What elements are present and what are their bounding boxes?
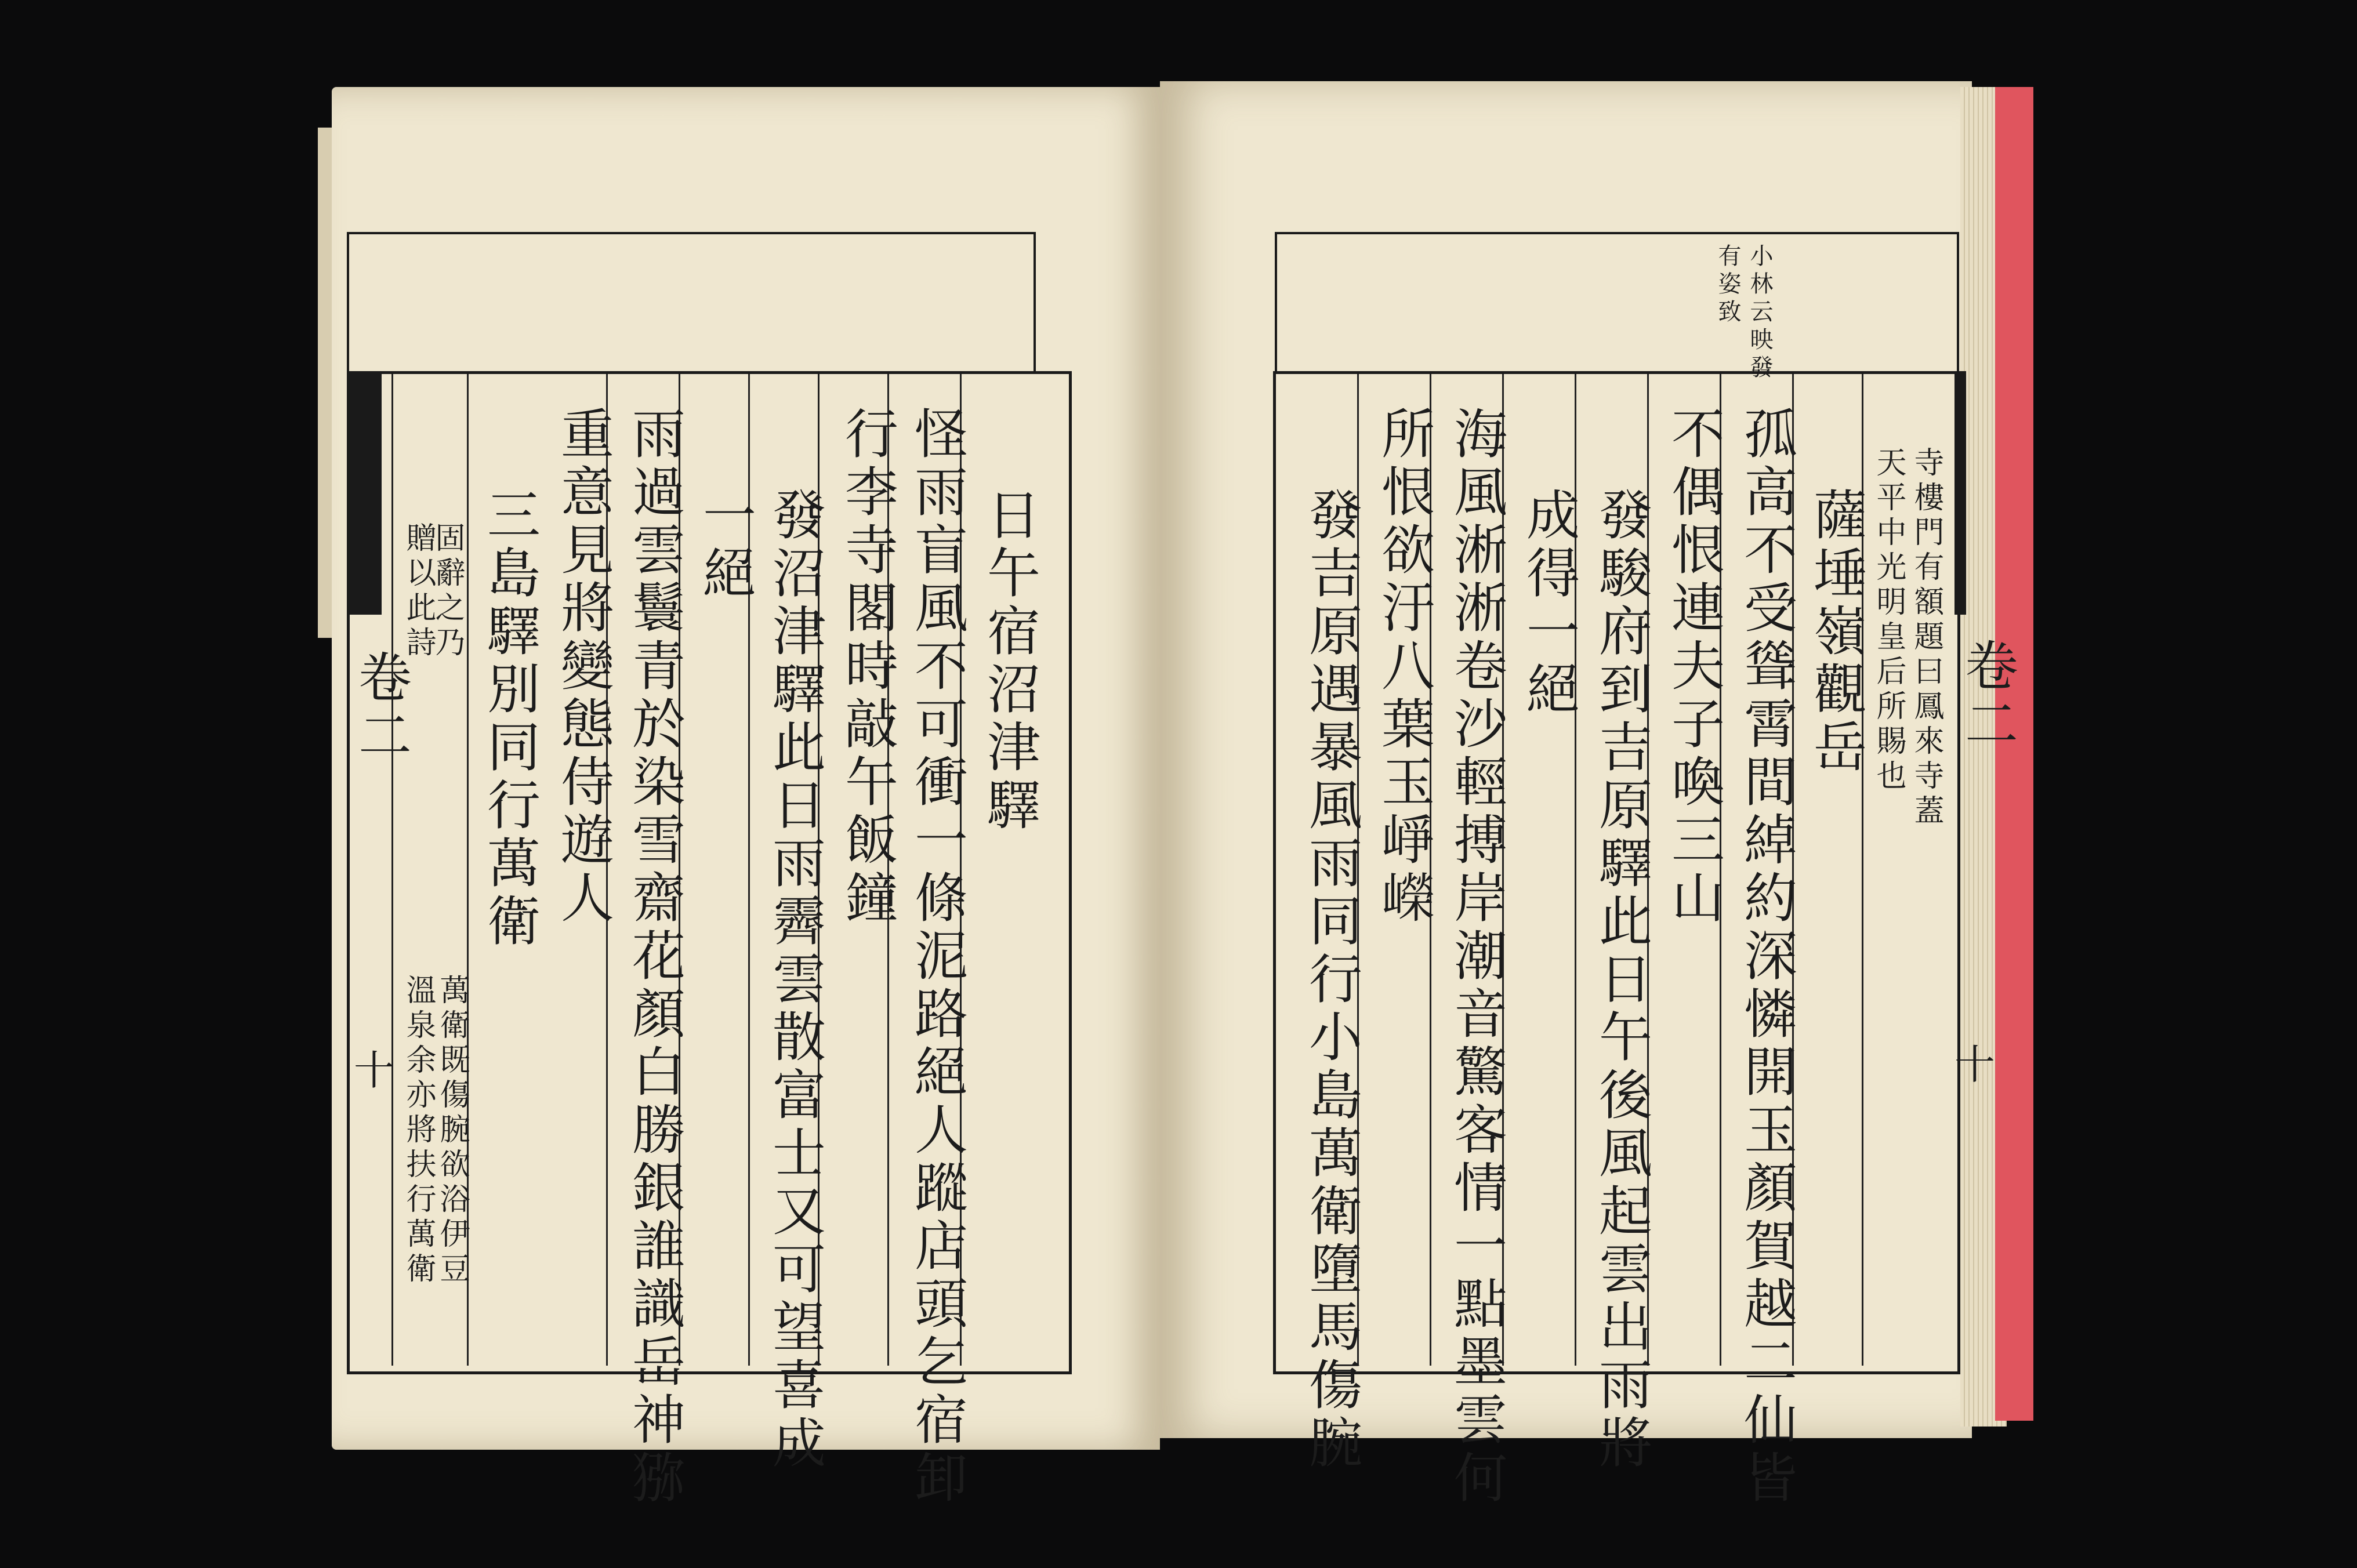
text-column: 怪雨盲風不可衝一條泥路絕人蹤店頭乞宿卸	[906, 406, 968, 1508]
annotation-column: 天平中光明皇后所賜也	[1871, 447, 1906, 794]
text-column: 發沼津驛此日雨霽雲散富士又可望喜成	[764, 487, 826, 1473]
text-column: 日午宿沼津驛	[978, 487, 1040, 835]
annotation-column: 寺樓門有額題曰鳳來寺蓋	[1909, 447, 1943, 829]
column-rule	[391, 374, 393, 1366]
text-column: 發駿府到吉原驛此日午後風起雲出雨將	[1590, 487, 1652, 1473]
head-note: 有姿致	[1714, 244, 1741, 327]
text-column: 薩埵嶺觀岳	[1805, 487, 1867, 777]
left-header-box	[347, 232, 1036, 373]
annotation-column: 溫泉余亦將扶行萬衛	[401, 974, 436, 1287]
text-column: 發吉原遇暴風雨同行小島萬衛墮馬傷腕	[1300, 487, 1362, 1473]
text-column: 重意見將變態侍遊人	[552, 406, 614, 928]
fishtail-mark	[347, 371, 382, 615]
text-column: 三島驛別同行萬衛	[478, 487, 541, 951]
page-number: 十	[1955, 1041, 1995, 1088]
text-column: 孤高不受聳霄間綽約深憐開玉顏賀越二仙皆	[1735, 406, 1797, 1508]
volume-label: 卷二	[350, 649, 412, 765]
text-column: 一絕	[694, 487, 756, 603]
fishtail-mark	[1955, 371, 1966, 615]
volume-label: 卷二	[1956, 638, 2018, 754]
red-cover-edge	[1995, 87, 2033, 1421]
annotation-column: 贈以此詩	[401, 522, 436, 661]
head-note: 小林云映發	[1746, 244, 1773, 383]
page-number: 十	[354, 1047, 394, 1094]
text-column: 所恨欲汙八葉玉崢嶸	[1373, 406, 1435, 928]
text-column: 海風淅淅卷沙輕搏岸潮音驚客情一點墨雲何	[1445, 406, 1507, 1508]
text-column: 行李寺閣時敲午飯鐘	[836, 406, 898, 928]
text-column: 不偶恨連夫子喚三山	[1663, 406, 1725, 928]
right-header-box	[1275, 232, 1959, 373]
text-column: 成得一絕	[1518, 487, 1580, 719]
annotation-column: 萬衛既傷腕欲浴伊豆	[434, 974, 469, 1287]
annotation-column: 固辭之乃	[430, 522, 465, 661]
text-column: 雨過雲鬟青於染雪齋花顏白勝銀誰識岳神猕	[623, 406, 686, 1508]
